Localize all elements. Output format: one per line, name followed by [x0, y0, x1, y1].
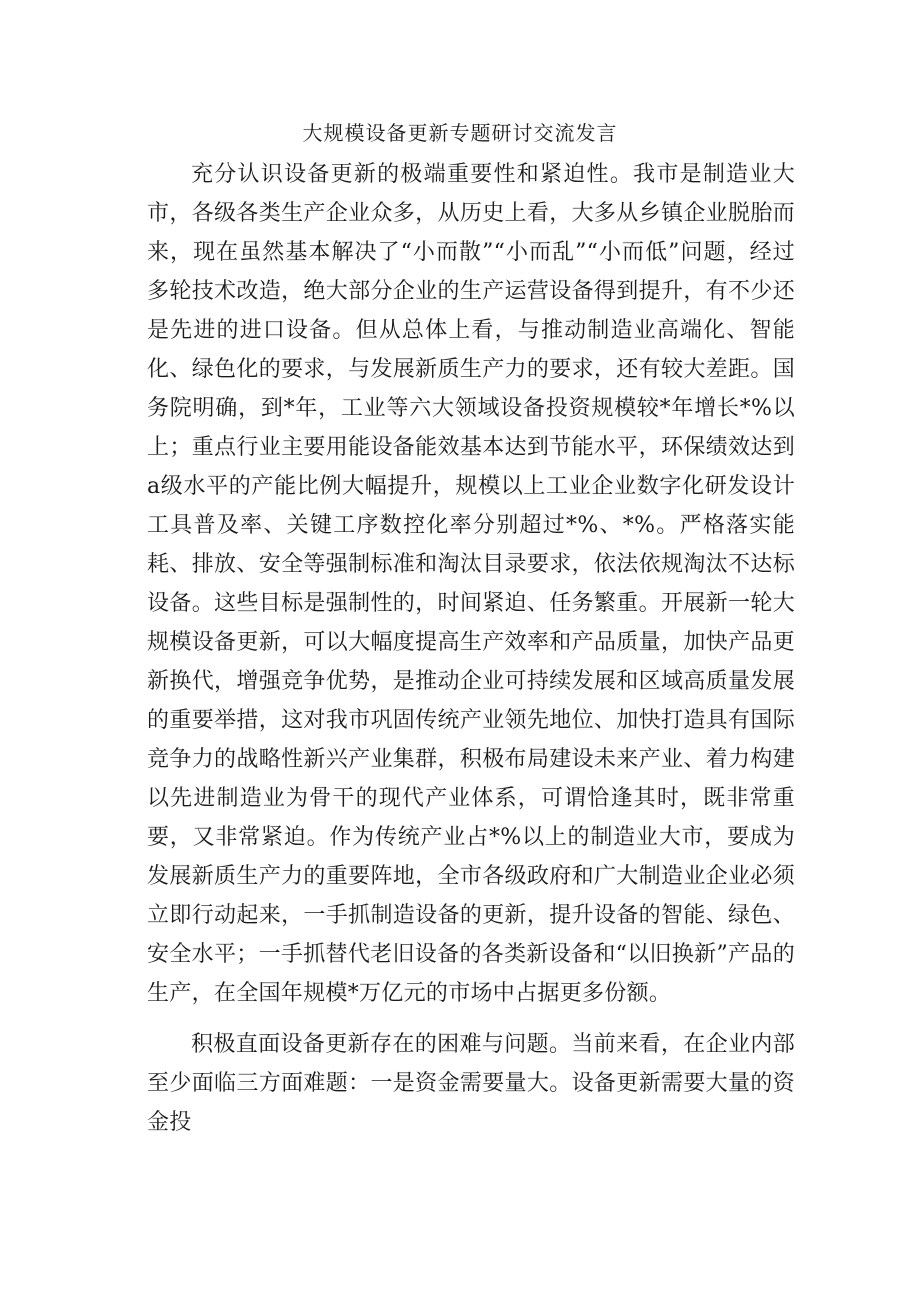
document-title: 大规模设备更新专题研讨交流发言 — [302, 121, 618, 145]
paragraph-1: 充分认识设备更新的极端重要性和紧迫性。我市是制造业大市，各级各类生产企业众多，从历史上看，大多从乡镇企业脱胎而来，现在虽然基本解决了“小而散”“小而乱”“小而低”问题，经过多轮技术改造，绝大部分企业的生产运营设备得到提升，有不少还是先进的进口设备。但从总体上看，与推动制造业高端化、智能化、绿色化的要求，与发展新质生产力的要求，还有较大差距。国务院明确，到*年，工业等六大领域设备投资规模较*年增长*%以上；重点行业主要用能设备能效基本达到节能水平，环保绩效达到a级水平的产能比例大幅提升，规模以上工业企业数字化研发设计工具普及率、关键工序数控化率分别超过*%、*%。严格落实能耗、排放、安全等强制标准和淘汰目录要求，依法依规淘汰不达标设备。这些目标是强制性的，时间紧迫、任务繁重。开展新一轮大规模设备更新，可以大幅度提高生产效率和产品质量，加快产品更新换代，增强竞争优势，是推动企业可持续发展和区域高质量发展的重要举措，这对我市巩固传统产业领先地位、加快打造具有国际竞争力的战略性新兴产业集群，积极布局建设未来产业、着力构建以先进制造业为骨干的现代产业体系，可谓恰逢其时，既非常重要，又非常紧迫。作为传统产业占*%以上的制造业大市，要成为发展新质生产力的重要阵地，全市各级政府和广大制造业企业必须立即行动起来，一手抓制造设备的更新，提升设备的智能、绿色、安全水平；一手抓替代老旧设备的各类新设备和“以旧换新”产品的生产，在全国年规模*万亿元的市场中占据更多份额。 — [147, 162, 795, 1006]
document-body — [147, 155, 795, 1154]
paragraph-2: 积极直面设备更新存在的困难与问题。当前来看，在企业内部至少面临三方面难题：一是资金需要量大。设备更新需要大量的资金投 — [147, 1032, 795, 1135]
